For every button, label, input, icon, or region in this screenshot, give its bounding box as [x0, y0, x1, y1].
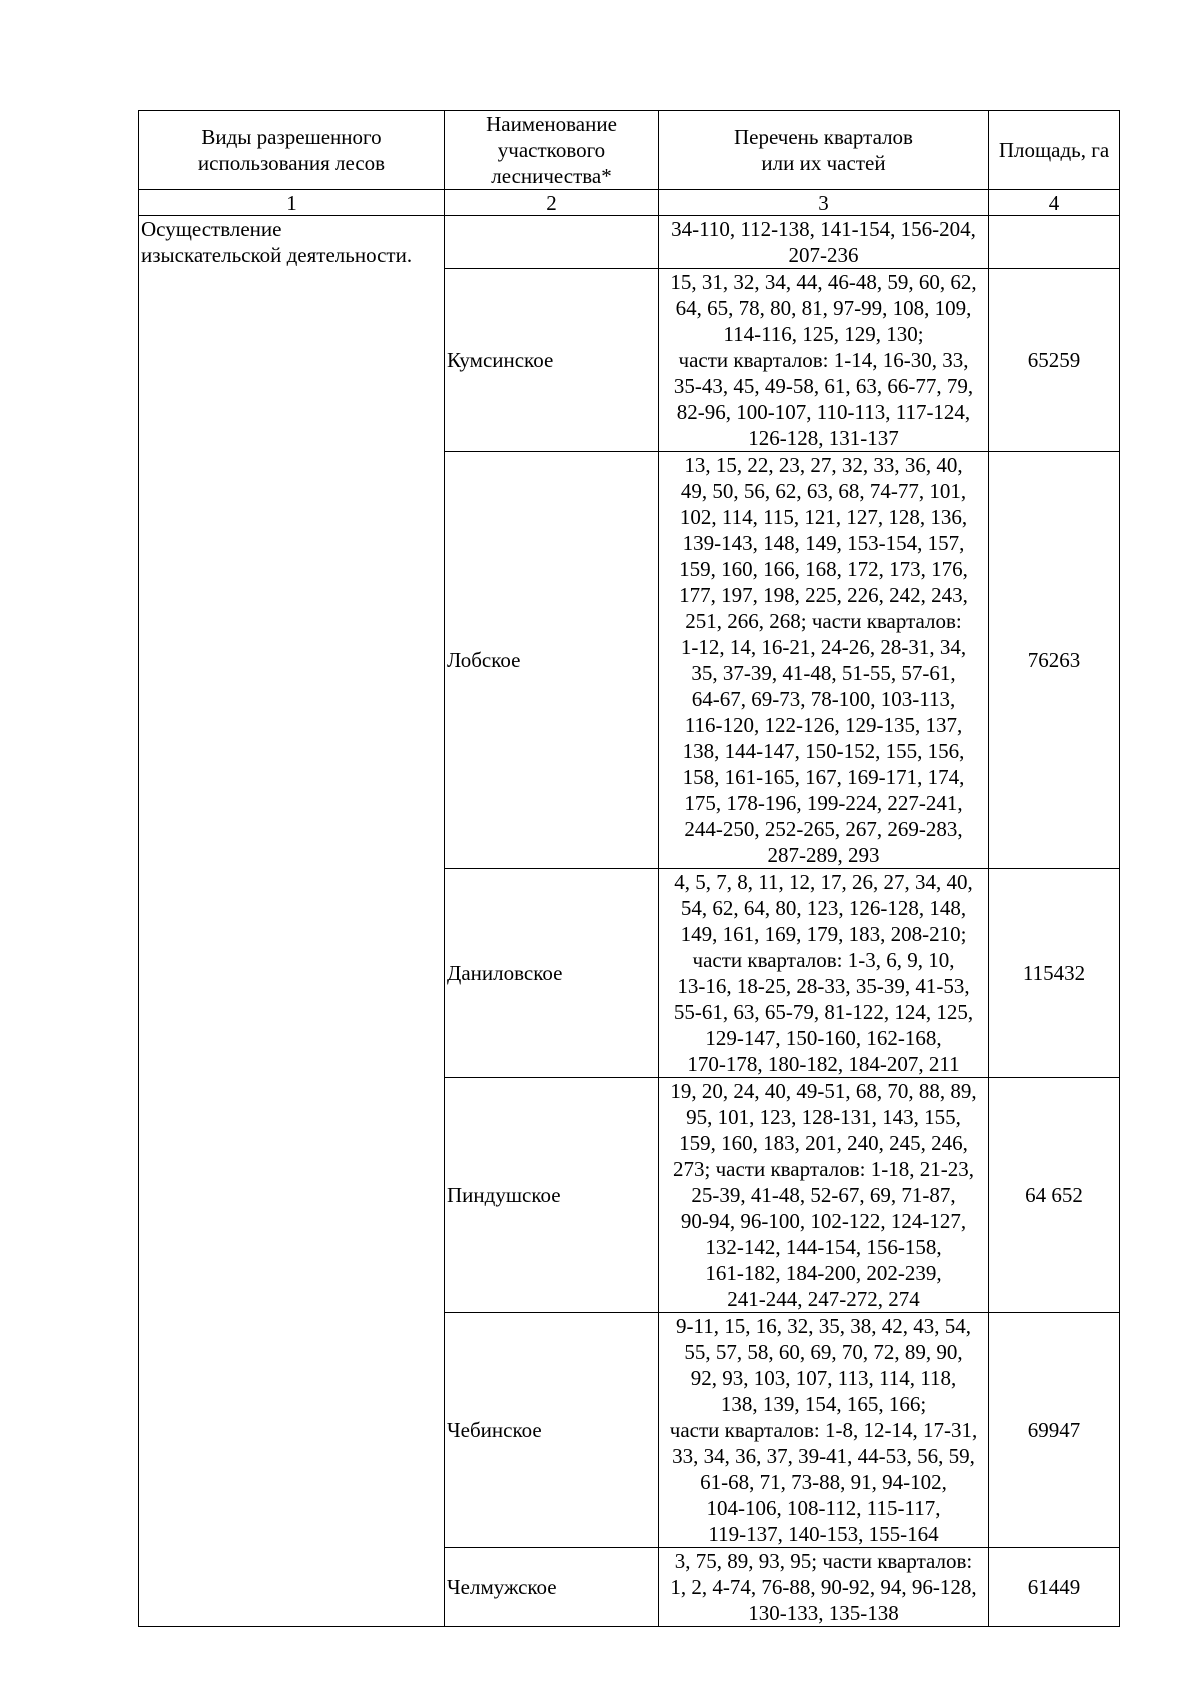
- column-number-row: [139, 190, 1120, 216]
- quarters-line: 54, 62, 64, 80, 123, 126-128, 148,: [680, 896, 967, 920]
- quarters-line: 104-106, 108-112, 115-117,: [706, 1496, 941, 1520]
- quarters-cell: [659, 1078, 989, 1313]
- quarters-cell: [659, 452, 989, 869]
- header-quarters-list: [659, 111, 989, 190]
- quarters-cell: [659, 869, 989, 1078]
- quarters-line: 159, 160, 166, 168, 172, 173, 176,: [679, 557, 968, 581]
- quarters-line: 13, 15, 22, 23, 27, 32, 33, 36, 40,: [684, 453, 963, 477]
- header-line: лесничества*: [491, 164, 612, 188]
- quarters-cell: [659, 216, 989, 269]
- quarters-line: 55, 57, 58, 60, 69, 70, 72, 89, 90,: [684, 1340, 963, 1364]
- quarters-line: 175, 178-196, 199-224, 227-241,: [684, 791, 963, 815]
- quarters-line: 130-133, 135-138: [748, 1601, 899, 1625]
- forestry-name-cell: Пиндушское: [445, 1078, 659, 1313]
- area-cell: [989, 216, 1120, 269]
- quarters-line: 3, 75, 89, 93, 95; части кварталов:: [674, 1549, 973, 1573]
- quarters-line: 90-94, 96-100, 102-122, 124-127,: [680, 1209, 967, 1233]
- quarters-line: 33, 34, 36, 37, 39-41, 44-53, 56, 59,: [672, 1444, 975, 1468]
- table-header-row: [139, 111, 1120, 190]
- quarters-line: 129-147, 150-160, 162-168,: [705, 1026, 942, 1050]
- quarters-line: 149, 161, 169, 179, 183, 208-210;: [680, 922, 967, 946]
- forestry-name-cell: Лобское: [445, 452, 659, 869]
- header-usage-types: [139, 111, 445, 190]
- quarters-line: 138, 139, 154, 165, 166;: [720, 1392, 927, 1416]
- quarters-line: 95, 101, 123, 128-131, 143, 155,: [686, 1105, 961, 1129]
- quarters-cell: [659, 1313, 989, 1548]
- usage-type-cell: [139, 216, 445, 1627]
- forestry-name-cell: [445, 216, 659, 269]
- forestry-name-cell: Даниловское: [445, 869, 659, 1078]
- quarters-line: 251, 266, 268; части кварталов:: [685, 609, 962, 633]
- column-number: 2: [445, 190, 659, 216]
- area-cell: 69947: [989, 1313, 1120, 1548]
- quarters-cell: [659, 1548, 989, 1627]
- quarters-line: 15, 31, 32, 34, 44, 46-48, 59, 60, 62,: [670, 270, 977, 294]
- quarters-cell: [659, 269, 989, 452]
- quarters-line: 35-43, 45, 49-58, 61, 63, 66-77, 79,: [673, 374, 974, 398]
- quarters-line: 82-96, 100-107, 110-113, 117-124,: [676, 400, 971, 424]
- header-line: участкового: [497, 138, 606, 162]
- quarters-line: 287-289, 293: [767, 843, 880, 867]
- quarters-line: 139-143, 148, 149, 153-154, 157,: [682, 531, 965, 555]
- quarters-line: 273; части кварталов: 1-18, 21-23,: [673, 1157, 974, 1181]
- header-line: использования лесов: [197, 151, 386, 175]
- quarters-line: 19, 20, 24, 40, 49-51, 68, 70, 88, 89,: [670, 1079, 977, 1103]
- quarters-line: 159, 160, 183, 201, 240, 245, 246,: [679, 1131, 968, 1155]
- forestry-name-cell: Чебинское: [445, 1313, 659, 1548]
- usage-line: изыскательской деятельности.: [141, 243, 413, 267]
- quarters-line: 13-16, 18-25, 28-33, 35-39, 41-53,: [677, 974, 970, 998]
- quarters-line: 64, 65, 78, 80, 81, 97-99, 108, 109,: [675, 296, 972, 320]
- usage-line: Осуществление: [141, 217, 282, 241]
- quarters-line: части кварталов: 1-8, 12-14, 17-31,: [669, 1418, 978, 1442]
- area-cell: 65259: [989, 269, 1120, 452]
- header-area: Площадь, га: [989, 111, 1120, 190]
- quarters-line: 241-244, 247-272, 274: [727, 1287, 920, 1311]
- area-cell: 61449: [989, 1548, 1120, 1627]
- quarters-line: 126-128, 131-137: [748, 426, 899, 450]
- quarters-line: 1-12, 14, 16-21, 24-26, 28-31, 34,: [680, 635, 967, 659]
- quarters-line: 132-142, 144-154, 156-158,: [705, 1235, 942, 1259]
- quarters-line: 92, 93, 103, 107, 113, 114, 118,: [690, 1366, 957, 1390]
- area-cell: 115432: [989, 869, 1120, 1078]
- quarters-line: 1, 2, 4-74, 76-88, 90-92, 94, 96-128,: [670, 1575, 977, 1599]
- quarters-line: 161-182, 184-200, 202-239,: [705, 1261, 942, 1285]
- column-number: 1: [139, 190, 445, 216]
- quarters-line: 4, 5, 7, 8, 11, 12, 17, 26, 27, 34, 40,: [674, 870, 973, 894]
- quarters-line: 102, 114, 115, 121, 127, 128, 136,: [679, 505, 968, 529]
- quarters-line: части кварталов: 1-3, 6, 9, 10,: [692, 948, 955, 972]
- quarters-line: 55-61, 63, 65-79, 81-122, 124, 125,: [673, 1000, 974, 1024]
- quarters-line: 49, 50, 56, 62, 63, 68, 74-77, 101,: [680, 479, 967, 503]
- area-cell: 64 652: [989, 1078, 1120, 1313]
- quarters-line: 9-11, 15, 16, 32, 35, 38, 42, 43, 54,: [676, 1314, 971, 1338]
- quarters-line: 35, 37-39, 41-48, 51-55, 57-61,: [691, 661, 956, 685]
- quarters-line: 61-68, 71, 73-88, 91, 94-102,: [700, 1470, 947, 1494]
- area-cell: 76263: [989, 452, 1120, 869]
- quarters-line: 177, 197, 198, 225, 226, 242, 243,: [679, 583, 968, 607]
- quarters-line: 138, 144-147, 150-152, 155, 156,: [682, 739, 965, 763]
- quarters-line: 207-236: [788, 243, 859, 267]
- quarters-line: 119-137, 140-153, 155-164: [708, 1522, 939, 1546]
- quarters-line: 34-110, 112-138, 141-154, 156-204,: [671, 217, 976, 241]
- header-line: Наименование: [486, 112, 617, 136]
- table-row: [139, 216, 1120, 269]
- table-body: [139, 216, 1120, 1627]
- header-forestry-name: [445, 111, 659, 190]
- quarters-line: 25-39, 41-48, 52-67, 69, 71-87,: [691, 1183, 956, 1207]
- forest-usage-table: [138, 110, 1120, 1627]
- header-line: или их частей: [761, 151, 886, 175]
- quarters-line: 116-120, 122-126, 129-135, 137,: [684, 713, 963, 737]
- column-number: 4: [989, 190, 1120, 216]
- forestry-name-cell: Челмужское: [445, 1548, 659, 1627]
- header-line: Перечень кварталов: [734, 125, 913, 149]
- quarters-line: 114-116, 125, 129, 130;: [723, 322, 924, 346]
- header-line: Виды разрешенного: [201, 125, 382, 149]
- quarters-line: 244-250, 252-265, 267, 269-283,: [684, 817, 963, 841]
- forestry-name-cell: Кумсинское: [445, 269, 659, 452]
- quarters-line: 158, 161-165, 167, 169-171, 174,: [682, 765, 965, 789]
- column-number: 3: [659, 190, 989, 216]
- quarters-line: 170-178, 180-182, 184-207, 211: [687, 1052, 960, 1076]
- quarters-line: 64-67, 69-73, 78-100, 103-113,: [691, 687, 956, 711]
- quarters-line: части кварталов: 1-14, 16-30, 33,: [678, 348, 969, 372]
